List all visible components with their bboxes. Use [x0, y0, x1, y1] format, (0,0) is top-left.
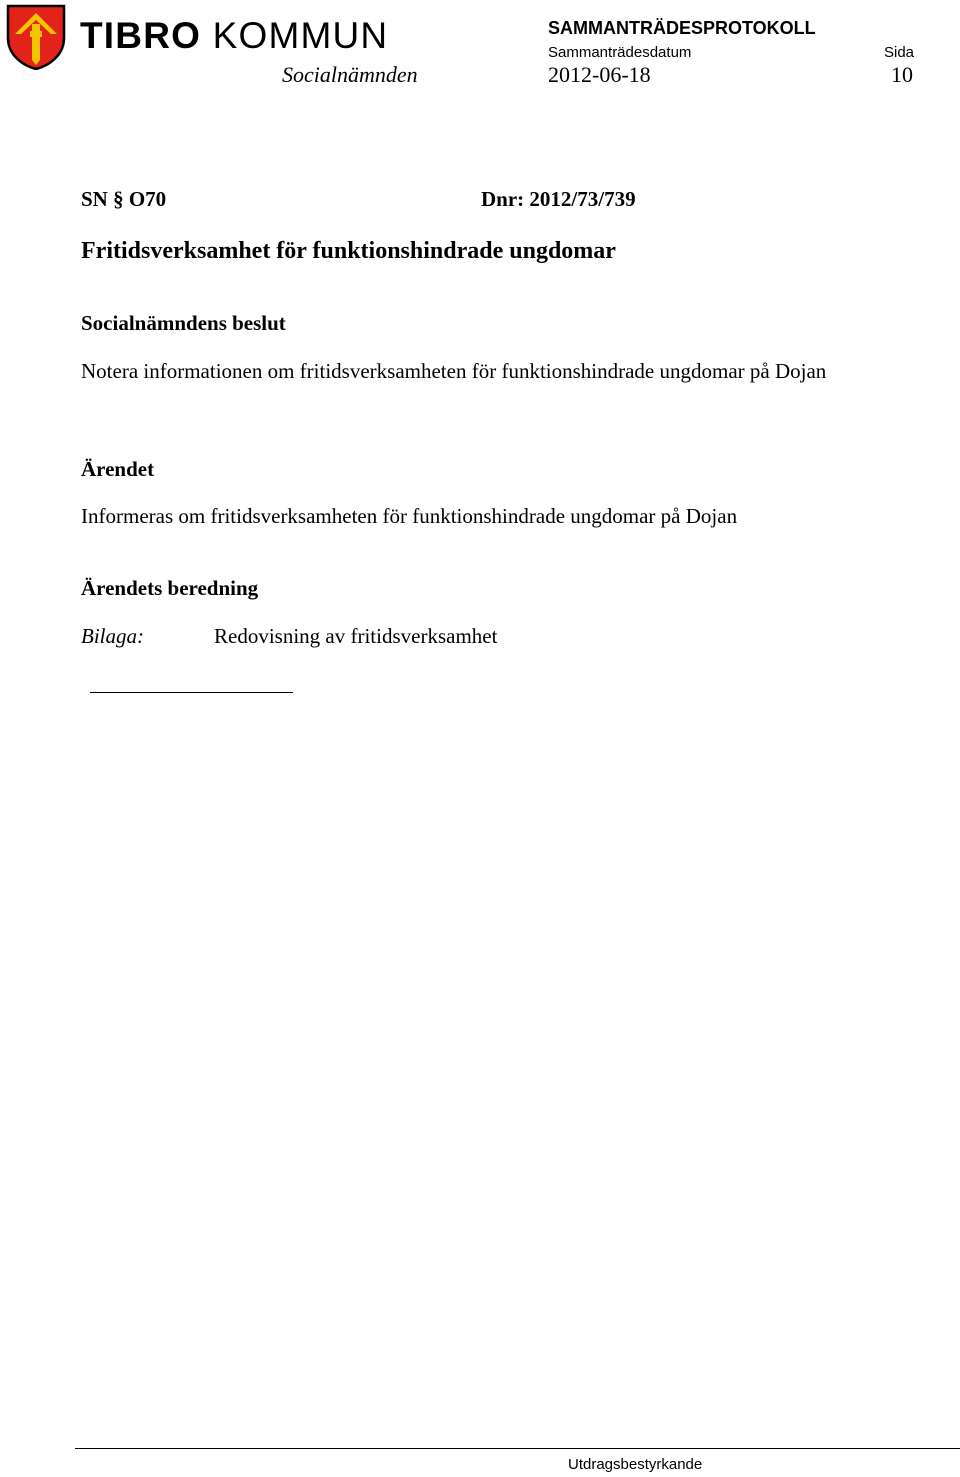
municipality-wordmark	[80, 14, 388, 58]
page-label: Sida	[884, 44, 915, 61]
municipal-coat-of-arms-logo	[6, 4, 66, 70]
page-number: 10	[891, 62, 913, 87]
attachment-label: Bilaga:	[81, 624, 144, 648]
decision-heading: Socialnämndens beslut	[81, 311, 286, 335]
footer-rule	[75, 1448, 960, 1449]
committee-name: Socialnämnden	[282, 62, 418, 87]
attachment-text: Redovisning av fritidsverksamhet	[214, 624, 498, 648]
matter-text: Informeras om fritidsverksamheten för funktionshindrade ungdomar på Dojan	[81, 504, 738, 528]
section-end-rule	[90, 692, 293, 693]
certification-label: Utdragsbestyrkande	[568, 1456, 703, 1473]
matter-heading: Ärendet	[81, 457, 155, 481]
protocol-title: SAMMANTRÄDESPROTOKOLL	[548, 18, 816, 38]
wordmark-bold: TIBRO	[80, 15, 202, 56]
meeting-date-label: Sammanträdesdatum	[548, 44, 692, 61]
diary-number: Dnr: 2012/73/739	[481, 187, 636, 211]
preparation-heading: Ärendets beredning	[81, 576, 259, 600]
decision-text: Notera informationen om fritidsverksamheten för funktionshindrade ungdomar på Dojan	[81, 359, 827, 383]
meeting-date: 2012-06-18	[548, 62, 651, 87]
case-paragraph-id: SN § O70	[81, 187, 167, 211]
case-title: Fritidsverksamhet för funktionshindrade ungdomar	[81, 238, 616, 264]
wordmark-regular: KOMMUN	[212, 15, 389, 56]
